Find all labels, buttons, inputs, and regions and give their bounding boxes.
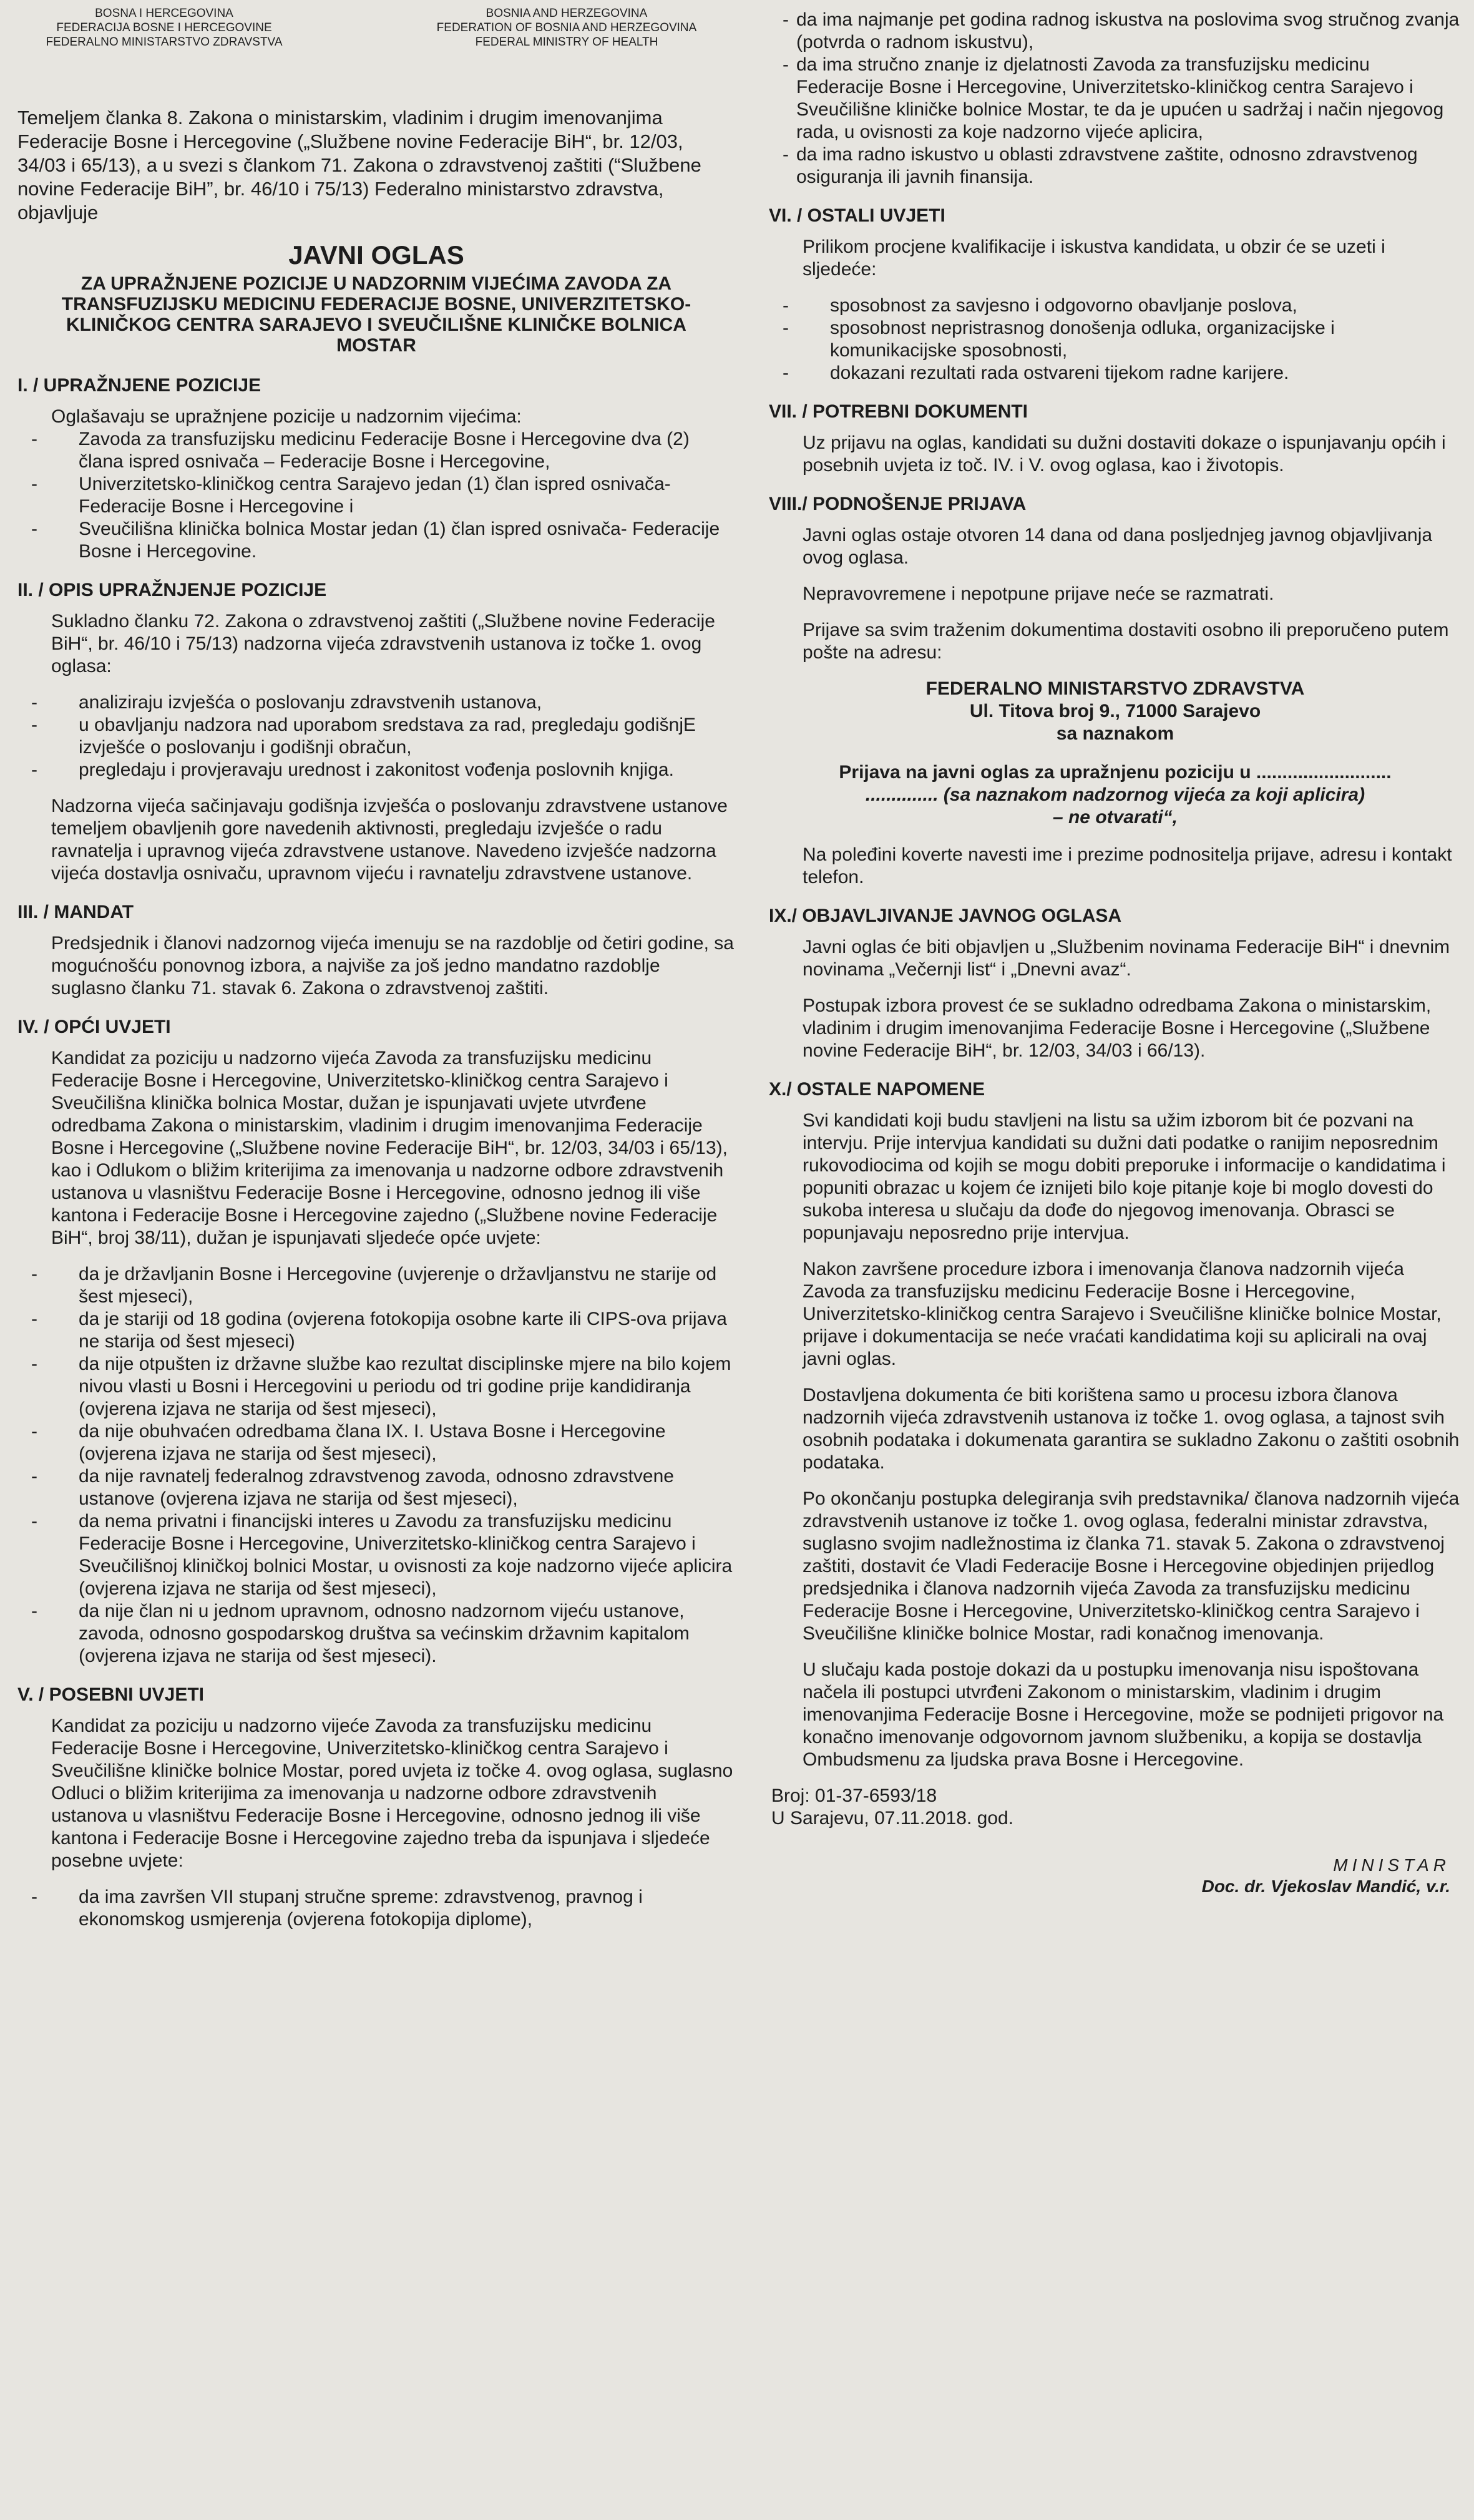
section-paragraph: Uz prijavu na oglas, kandidati su dužni dostaviti dokaze o ispunjavanju općih i posebnih uvjeta iz toč. IV. i V. ovog oglasa, kao i životopis. — [803, 432, 1446, 476]
list-item: - da nije ravnatelj federalnog zdravstvenog zavoda, odnosno zdravstvene ustanove (ovjerena izjava ne starija od šest mjeseci), — [17, 1465, 735, 1510]
place-date: U Sarajevu, 07.11.2018. god. — [771, 1808, 1014, 1829]
list-item: - pregledaju i provjeravaju urednost i zakonitost vođenja poslovnih knjiga. — [17, 759, 735, 781]
section-paragraph: Sukladno članku 72. Zakona o zdravstvenoj zaštiti („Službene novine Federacije BiH“, br. 46/10 i 75/13) nadzorna vijeća zdravstvenih ustanova iz točke 1. ovog oglasa: — [51, 611, 715, 676]
right-column — [769, 0, 1462, 1897]
section-heading: III. / MANDAT — [17, 902, 134, 922]
list-item: - da nije obuhvaćen odredbama člana IX. I. Ustava Bosne i Hercegovine (ovjerena izjava ne starija od šest mjeseci), — [17, 1420, 735, 1465]
section-body — [17, 406, 735, 563]
section-body — [769, 1110, 1462, 1771]
list-item: - da ima stručno znanje iz djelatnosti Zavoda za transfuzijsku medicinu Federacije Bosne i Hercegovine, Univerzitetsko-kliničkog centra Sarajevo i Sveučilišne kliničke bolnice Mostar, te da je upućen u sadržaj i način njegovog rada, u ovisnosti za koje nadzorno vijeće aplicira, — [769, 54, 1462, 144]
reference-block — [769, 1785, 1462, 1830]
envelope-mark-line: .............. (sa naznakom nadzornog vijeća za koji aplicira) — [865, 784, 1365, 805]
notice-title: JAVNI OGLAS — [288, 240, 464, 270]
section-heading: II. / OPIS UPRAŽNJENJE POZICIJE — [17, 580, 327, 600]
reference-number: Broj: 01-37-6593/18 — [771, 1785, 937, 1806]
section-paragraph: Na poleđini koverte navesti ime i prezime podnositelja prijave, adresu i kontakt telefon. — [803, 844, 1452, 887]
notice-subtitle: ZA UPRAŽNJENE POZICIJE U NADZORNIM VIJEĆIMA ZAVODA ZA TRANSFUZIJSKU MEDICINU FEDERACIJE BOSNE, UNIVERZITETSKO-KLINIČKOG CENTRA SARAJEVO I SVEUČILIŠNE KLINIČKE BOLNICA MOSTAR — [61, 273, 691, 356]
address-line: FEDERALNO MINISTARSTVO ZDRAVSTVA — [925, 678, 1305, 699]
list-item: - dokazani rezultati rada ostvareni tijekom radne karijere. — [769, 362, 1462, 384]
header-line: FEDERALNO MINISTARSTVO ZDRAVSTVA — [46, 36, 283, 49]
section-heading: I. / UPRAŽNJENE POZICIJE — [17, 375, 261, 396]
section-paragraph: Postupak izbora provest će se sukladno odredbama Zakona o ministarskim, vladinim i drugim imenovanjima Federacije Bosne i Hercegovine („Službene novine Federacije BiH“, br. 12/03, 34/03 i 66/13). — [803, 995, 1432, 1061]
section-body — [769, 524, 1462, 664]
section-paragraph: Oglašavaju se upražnjene pozicije u nadzornim vijećima: — [51, 406, 522, 427]
address-block — [769, 678, 1462, 745]
section-paragraph: Po okončanju postupka delegiranja svih predstavnika/ članova nadzornih vijeća zdravstvenih ustanove iz točke 1. ovog oglasa, federalni ministar zdravstva, suglasno svojim nadležnostima iz članka 71. stavak 5. Zakona o zdravstvenoj zaštiti, dostavit će Vladi Federacije Bosne i Hercegovine objedinjen prijedlog predsjednika i članova nadzornih vijeća Zavoda za transfuzijsku medicinu Federacije Bosne i Hercegovine, Univerzitetsko-kliničkog centra Sarajevo i Sveučilišne kliničke bolnice Mostar, radi konačnog imenovanja. — [803, 1488, 1460, 1644]
section-paragraph: Nakon završene procedure izbora i imenovanja članova nadzornih vijeća Zavoda za transfuzijsku medicinu Federacije Bosne i Hercegovine, Univerzitetsko-kliničkog centra Sarajevo i Sveučilišne kliničke bolnice Mostar, prijave i dokumentacija se neće vraćati kandidatima koji su aplicirali na ovaj javni oglas. — [803, 1259, 1442, 1369]
dash-list — [17, 1886, 735, 1931]
section-paragraph: Prijave sa svim traženim dokumentima dostaviti osobno ili preporučeno putem pošte na adresu: — [803, 620, 1449, 663]
address-line: sa naznakom — [1056, 723, 1174, 744]
section-paragraph: Kandidat za poziciju u nadzorno vijeća Zavoda za transfuzijsku medicinu Federacije Bosne i Hercegovine, Univerzitetsko-kliničkog centra Sarajevo i Sveučilišna klinička bolnica Mostar, dužan je ispunjavati uvjete utvrđene odredbama Zakona o ministarskim, vladinim i drugim imenovanjima Federacije Bosne i Hercegovine („Službene novine Federacije BiH“, br. 12/03, 34/03 i 65/13), kao i Odlukom o bližim kriterijima za imenovanja u nadzorne odbore zdravstvenih ustanova u vlasništvu Federacije Bosne i Hercegovine, odnosno jednog ili više kantona i Federacije Bosne i Hercegovine zajedno („Službene novine Federacije BiH“, broj 38/11), dužan je ispunjavati sljedeće opće uvjete: — [51, 1048, 728, 1248]
section-body — [769, 844, 1462, 889]
section-paragraph: Prilikom procjene kvalifikacije i iskustva kandidata, u obzir će se uzeti i sljedeće: — [803, 237, 1385, 280]
list-item: - da ima radno iskustvo u oblasti zdravstvene zaštite, odnosno zdravstvenog osiguranja ili javnih finansija. — [769, 144, 1462, 188]
dash-list — [769, 9, 1462, 188]
header-english — [404, 6, 729, 49]
section-heading: VI. / OSTALI UVJETI — [769, 205, 945, 226]
list-item: - da je državljanin Bosne i Hercegovine (uvjerenje o državljanstvu ne starije od šest mjeseci), — [17, 1263, 735, 1308]
list-item: - da nema privatni i financijski interes u Zavodu za transfuzijsku medicinu Federacije Bosne i Hercegovine, Univerzitetsko-kliničkog centra Sarajevo i Sveučilišnoj kliničkoj bolnici Mostar, u ovisnosti za koje nadzorno vijeće aplicira (ovjerena izjava ne starija od šest mjeseci), — [17, 1510, 735, 1600]
dash-list — [769, 295, 1462, 384]
section-heading: X./ OSTALE NAPOMENE — [769, 1079, 985, 1100]
header-line: BOSNIA AND HERZEGOVINA — [486, 7, 648, 20]
left-column — [17, 0, 735, 1931]
header-line: FEDERAL MINISTRY OF HEALTH — [475, 36, 658, 49]
section-body — [17, 1715, 735, 1931]
list-item: - analiziraju izvješća o poslovanju zdravstvenih ustanova, — [17, 691, 735, 714]
list-item: - da ima završen VII stupanj stručne spreme: zdravstvenog, pravnog i ekonomskog usmjerenja (ovjerena fotokopija diplome), — [17, 1886, 735, 1931]
section-body — [769, 936, 1462, 1062]
section-paragraph: Predsjednik i članovi nadzornog vijeća imenuju se na razdoblje od četiri godine, sa mogućnošću ponovnog izbora, a najviše za još jedno mandatno razdoblje suglasno članku 71. stavak 6. Zakona o zdravstvenoj zaštiti. — [51, 933, 734, 999]
list-item: - da je stariji od 18 godina (ovjerena fotokopija osobne karte ili CIPS-ova prijava ne starija od šest mjeseci) — [17, 1308, 735, 1353]
envelope-mark-line: – ne otvarati“, — [1052, 807, 1178, 828]
list-item: - sposobnost nepristrasnog donošenja odluka, organizacijske i komunikacijske sposobnosti, — [769, 317, 1462, 362]
section-paragraph: Nadzorna vijeća sačinjavaju godišnja izvješća o poslovanju zdravstvene ustanove temeljem obavljenih gore navedenih aktivnosti, pregledaju izvješće o radu ravnatelja i upravnog vijeća zdravstvene ustanove. Navedeno izvješće nadzorna vijeća dostavlja osnivaču, upravnom vijeću i ravnatelju zdravstvene ustanove. — [51, 796, 728, 884]
list-item: - Univerzitetsko-kliničkog centra Sarajevo jedan (1) član ispred osnivača- Federacije Bosne i Hercegovine i — [17, 473, 735, 518]
envelope-mark — [769, 761, 1462, 829]
header-line: BOSNA I HERCEGOVINA — [95, 7, 233, 20]
section-body — [17, 610, 735, 885]
list-item: - da nije otpušten iz državne službe kao rezultat disciplinske mjere na bilo kojem nivou vlasti u Bosni i Hercegovini u periodu od tri godine prije kandidiranja (ovjerena izjava ne starija od šest mjeseci), — [17, 1353, 735, 1420]
envelope-mark-line: Prijava na javni oglas za upražnjenu poziciju u .......................... — [839, 762, 1392, 783]
section-body — [17, 932, 735, 1000]
list-item: - Zavoda za transfuzijsku medicinu Federacije Bosne i Hercegovine dva (2) člana ispred osnivača – Federacije Bosne i Hercegovine, — [17, 428, 735, 473]
section-heading: IX./ OBJAVLJIVANJE JAVNOG OGLASA — [769, 906, 1122, 926]
section-paragraph: Kandidat za poziciju u nadzorno vijeće Zavoda za transfuzijsku medicinu Federacije Bosne i Hercegovine, Univerzitetsko-kliničkog centra Sarajevo i Sveučilišne kliničke bolnice Mostar, pored uvjeta iz točke 4. ovog oglasa, suglasno Odluci o bližim kriterijima za imenovanja u nadzorne odbore zdravstvenih ustanova u vlasništvu Federacije Bosne i Hercegovine, odnosno jednog ili više kantona i Federacije Bosne i Hercegovine zajedno treba da ispunjava i sljedeće posebne uvjete: — [51, 1716, 733, 1871]
section-paragraph: Javni oglas ostaje otvoren 14 dana od dana posljednjeg javnog objavljivanja ovog oglasa. — [803, 525, 1433, 568]
list-item: - Sveučilišna klinička bolnica Mostar jedan (1) član ispred osnivača- Federacije Bosne i Hercegovine. — [17, 518, 735, 563]
signatory-role: MINISTAR — [1333, 1855, 1450, 1875]
header-line: FEDERACIJA BOSNE I HERCEGOVINE — [56, 21, 272, 34]
dash-list — [17, 691, 735, 781]
section-paragraph: Nepravovremene i nepotpune prijave neće se razmatrati. — [803, 584, 1274, 604]
section-heading: VIII./ PODNOŠENJE PRIJAVA — [769, 494, 1027, 514]
section-paragraph: Svi kandidati koji budu stavljeni na listu sa užim izborom bit će pozvani na intervju. Prije intervjua kandidati su dužni dati podatke o ranijim neposrednim rukovodiocima od kojih se mogu dobiti preporuke i informacije o kandidatima i popuniti obrazac u kojem će iznijeti bilo koje pitanje koje bi moglo dovesti do sukoba interesa u slučaju da dođe do njegovog imenovanja. Obrasci se popunjavaju neposredno prije intervjua. — [803, 1110, 1446, 1243]
signatory-name: Doc. dr. Vjekoslav Mandić, v.r. — [1201, 1877, 1450, 1896]
section-body — [17, 1047, 735, 1668]
list-item: - da ima najmanje pet godina radnog iskustva na poslovima svog stručnog zvanja (potvrda o radnom iskustvu), — [769, 9, 1462, 54]
section-body — [769, 432, 1462, 477]
intro-paragraph: Temeljem članka 8. Zakona o ministarskim, vladinim i drugim imenovanjima Federacije Bosne i Hercegovine („Službene novine Federacije BiH“, br. 12/03, 34/03 i 65/13), a u svezi s člankom 71. Zakona o zdravstvenoj zaštiti (“Službene novine Federacije BiH”, br. 46/10 i 75/13) Federalno ministarstvo zdravstva, objavljuje — [17, 107, 701, 223]
dash-list — [17, 1263, 735, 1668]
signature-block — [769, 1855, 1462, 1897]
section-paragraph: U slučaju kada postoje dokazi da u postupku imenovanja nisu ispoštovana načela ili postupci utvrđeni Zakonom o ministarskim, vladinim i drugim imenovanjima Federacije Bosne i Hercegovine, može se podnijeti prigovor na konačno imenovanje odgovornom javnom službeniku, a kopija se dostavlja Ombudsmenu za ljudska prava Bosne i Hercegovine. — [803, 1659, 1444, 1770]
section-paragraph: Javni oglas će biti objavljen u „Službenim novinama Federacije BiH“ i dnevnim novinama „Večernji list“ i „Dnevni avaz“. — [803, 937, 1450, 980]
dash-list — [17, 428, 735, 563]
list-item: - sposobnost za savjesno i odgovorno obavljanje poslova, — [769, 295, 1462, 317]
section-paragraph: Dostavljena dokumenta će biti korištena samo u procesu izbora članova nadzornih vijeća zdravstvenih ustanova iz točke 1. ovog oglasa, a tajnost svih osobnih podataka i dokumenata garantira se sukladno Zakonu o zaštiti osobnih podataka. — [803, 1385, 1460, 1473]
list-item: - u obavljanju nadzora nad uporabom sredstava za rad, pregledaju godišnjE izvješće o poslovanju i godišnji obračun, — [17, 714, 735, 759]
address-line: Ul. Titova broj 9., 71000 Sarajevo — [969, 701, 1261, 721]
section-body — [769, 236, 1462, 384]
section-heading: V. / POSEBNI UVJETI — [17, 1684, 204, 1705]
section-body-continued — [769, 9, 1462, 188]
header-line: FEDERATION OF BOSNIA AND HERZEGOVINA — [436, 21, 697, 34]
document-header — [17, 0, 735, 87]
section-heading: IV. / OPĆI UVJETI — [17, 1017, 171, 1037]
list-item: - da nije član ni u jednom upravnom, odnosno nadzornom vijeću ustanove, zavoda, odnosno gospodarskog društva sa većinskim državnim kapitalom (ovjerena izjava ne starija od šest mjeseci). — [17, 1600, 735, 1668]
section-heading: VII. / POTREBNI DOKUMENTI — [769, 401, 1028, 422]
header-local — [17, 6, 311, 49]
